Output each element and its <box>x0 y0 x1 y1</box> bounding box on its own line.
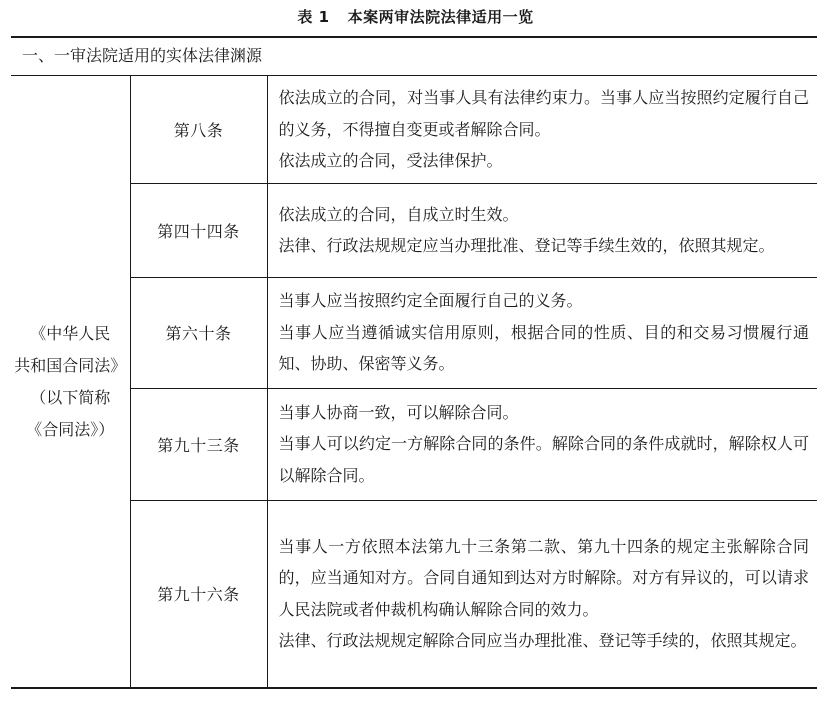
table-row <box>11 76 817 183</box>
article-label: 第八条 <box>130 76 267 183</box>
table-row <box>11 183 817 277</box>
article-paragraph: 当事人一方依照本法第九十三条第二款、第九十四条的规定主张解除合同的，应当通知对方。合同自通知到达对方时解除。对方有异议的，可以请求人民法院或者仲裁机构确认解除合同的效力。 <box>278 536 809 619</box>
article-paragraph: 依法成立的合同，自成立时生效。 <box>278 204 519 224</box>
table-caption <box>0 6 831 27</box>
law-name-cell <box>11 76 130 687</box>
article-text <box>267 500 817 687</box>
article-label: 第九十三条 <box>130 388 267 500</box>
article-paragraph: 当事人应当遵循诚实信用原则，根据合同的性质、目的和交易习惯履行通知、协助、保密等义务。 <box>278 322 809 374</box>
law-table <box>11 76 817 687</box>
article-paragraph: 依法成立的合同，对当事人具有法律约束力。当事人应当按照约定履行自己的义务，不得擅自变更或者解除合同。 <box>278 88 809 139</box>
caption-label: 表 1 <box>297 8 330 26</box>
caption-title: 本案两审法院法律适用一览 <box>347 8 534 26</box>
table-row <box>11 388 817 500</box>
article-paragraph: 依法成立的合同，受法律保护。 <box>278 151 503 170</box>
article-text <box>267 76 817 183</box>
article-paragraph: 法律、行政法规规定解除合同应当办理批准、登记等手续的，依照其规定。 <box>278 631 807 651</box>
law-name-line: 《合同法》） <box>26 419 115 439</box>
article-label: 第四十四条 <box>130 183 267 277</box>
table-row <box>11 500 817 687</box>
article-paragraph: 当事人协商一致，可以解除合同。 <box>278 402 519 422</box>
table-row <box>11 277 817 388</box>
article-paragraph: 法律、行政法规规定应当办理批准、登记等手续生效的，依照其规定。 <box>278 236 775 255</box>
article-label: 第九十六条 <box>130 500 267 687</box>
article-label: 第六十条 <box>130 277 267 388</box>
article-paragraph: 当事人可以约定一方解除合同的条件。解除合同的条件成就时，解除权人可以解除合同。 <box>278 434 809 485</box>
section-heading: 一、一审法院适用的实体法律渊源 <box>22 46 263 65</box>
article-text <box>267 277 817 388</box>
top-rule <box>11 36 817 38</box>
law-name-line: （以下简称 <box>30 387 111 407</box>
article-text <box>267 183 817 277</box>
bottom-rule <box>11 687 817 689</box>
law-name-line: 共和国合同法》 <box>14 355 127 375</box>
article-text <box>267 388 817 500</box>
article-paragraph: 当事人应当按照约定全面履行自己的义务。 <box>278 291 583 311</box>
law-name-line: 《中华人民 <box>30 323 111 343</box>
